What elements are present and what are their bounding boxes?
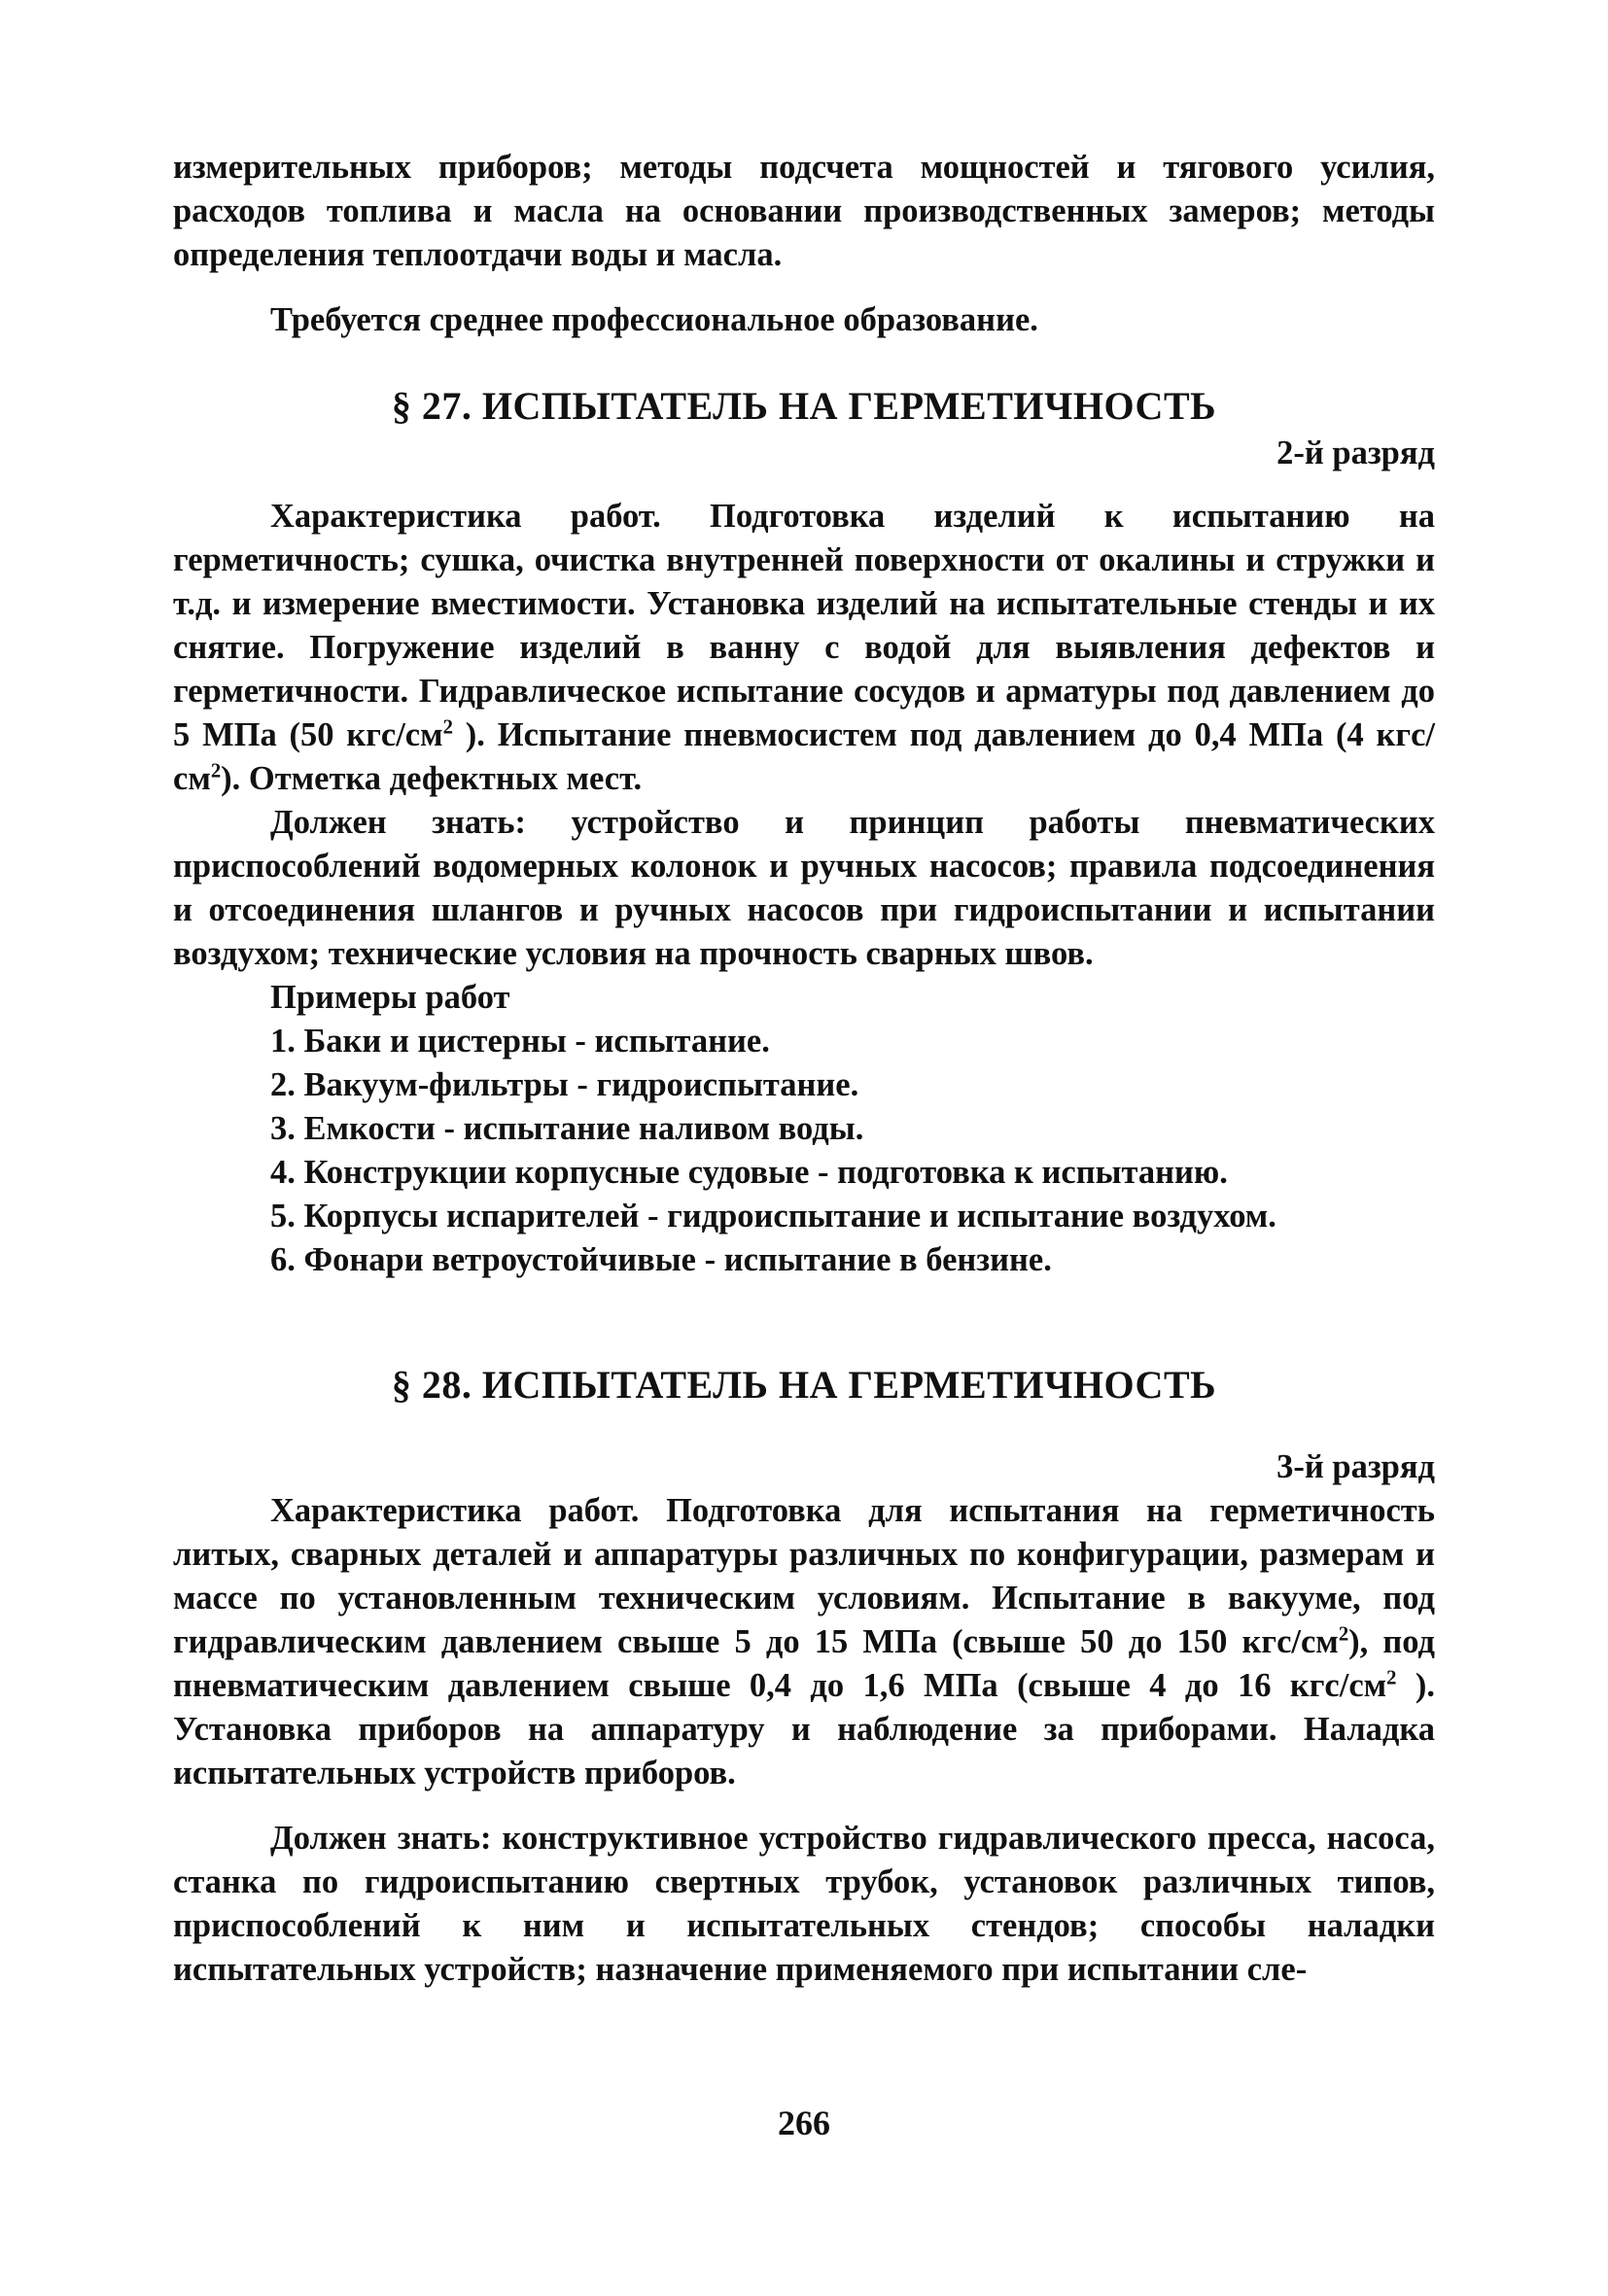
section-28-rank: 3-й разряд [1276,1448,1435,1485]
section-27-rank: 2-й разряд [1276,435,1435,471]
work-characteristics-text: ), под пневматическим давлением свыше 0,4 до 1,6 МПа (свыше 4 до 16 кгс/см [173,1623,1436,1704]
work-characteristics-text: Подготовка для испытания на герметичность литых, сварных деталей и аппаратуры различных по конфигурации, размерам и массе по установленным техническим условиям. Испытание в вакууме, под гидравлическим давлением свыше 5 до 15 МПа (свыше 50 до 150 кгс/см [173,1492,1435,1660]
must-know-label: Должен знать: [270,804,526,841]
section-27-heading: § 27. ИСПЫТАТЕЛЬ НА ГЕРМЕТИЧНОСТЬ [391,384,1217,428]
example-item: 6. Фонари ветроустойчивые - испытание в бензине. [270,1241,1052,1278]
intro-paragraph: измерительных приборов; методы подсчета мощностей и тягового усилия, расходов топлива и масла на основании производственных замеров; методы определения теплоотдачи воды и масла. [173,149,1435,273]
example-item: 1. Баки и цистерны - испытание. [270,1023,770,1060]
section-28-must-know [173,1817,1435,1992]
section-27-work-characteristics [173,495,1435,801]
work-characteristics-text: ). Отметка дефектных мест. [221,760,643,797]
work-characteristics-label: Характеристика работ. [270,1492,640,1529]
example-item: 4. Конструкции корпусные судовые - подготовка к испытанию. [270,1154,1228,1191]
section-27-examples-list [173,1020,1435,1282]
example-item: 2. Вакуум-фильтры - гидроиспытание. [270,1066,859,1103]
must-know-text: устройство и принцип работы пневматических приспособлений водомерных колонок и ручных насосов; правила подсоединения и отсоединения шлангов и ручных насосов при гидроиспытании и испытании воздухом; технические условия на прочность сварных швов. [173,804,1435,972]
example-item: 5. Корпусы испарителей - гидроиспытание и испытание воздухом. [270,1198,1276,1235]
superscript: 2 [210,760,222,783]
section-27-must-know [173,801,1435,976]
superscript: 2 [1386,1667,1397,1689]
superscript: 2 [1338,1623,1349,1646]
page-number: 266 [778,2104,830,2142]
superscript: 2 [442,716,453,739]
document-page [173,146,1435,1992]
work-characteristics-text: Подготовка изделий к испытанию на герметичность; сушка, очистка внутренней поверхности от окалины и стружки и т.д. и измерение вместимости. Установка изделий на испытательные стенды и их снятие. Погружение изделий в ванну с водой для выявления дефектов и герметичности. Гидравлическое испытание сосудов и арматуры под давлением до 5 МПа (50 кгс/см [173,498,1435,753]
section-28-work-characteristics [173,1489,1435,1795]
must-know-text: конструктивное устройство гидравлического пресса, насоса, станка по гидроиспытанию свертных трубок, установок различных типов, приспособлений к ним и испытательных стендов; способы наладки испытательных устройств; назначение применяемого при испытании сле- [173,1820,1435,1988]
section-28-heading: § 28. ИСПЫТАТЕЛЬ НА ГЕРМЕТИЧНОСТЬ [391,1363,1217,1407]
must-know-label: Должен знать: [270,1820,492,1857]
work-characteristics-label: Характеристика работ. [270,498,661,535]
example-item: 3. Емкости - испытание наливом воды. [270,1110,864,1147]
education-requirement: Требуется среднее профессиональное образование. [270,301,1038,338]
work-characteristics-text: ). Установка приборов на аппаратуру и наблюдение за приборами. Наладка испытательных устройств приборов. [173,1667,1435,1792]
section-27-examples-label: Примеры работ [270,979,510,1016]
work-characteristics-text: ). Испытание пневмосистем под давлением до 0,4 МПа (4 кгс/см [173,716,1435,797]
